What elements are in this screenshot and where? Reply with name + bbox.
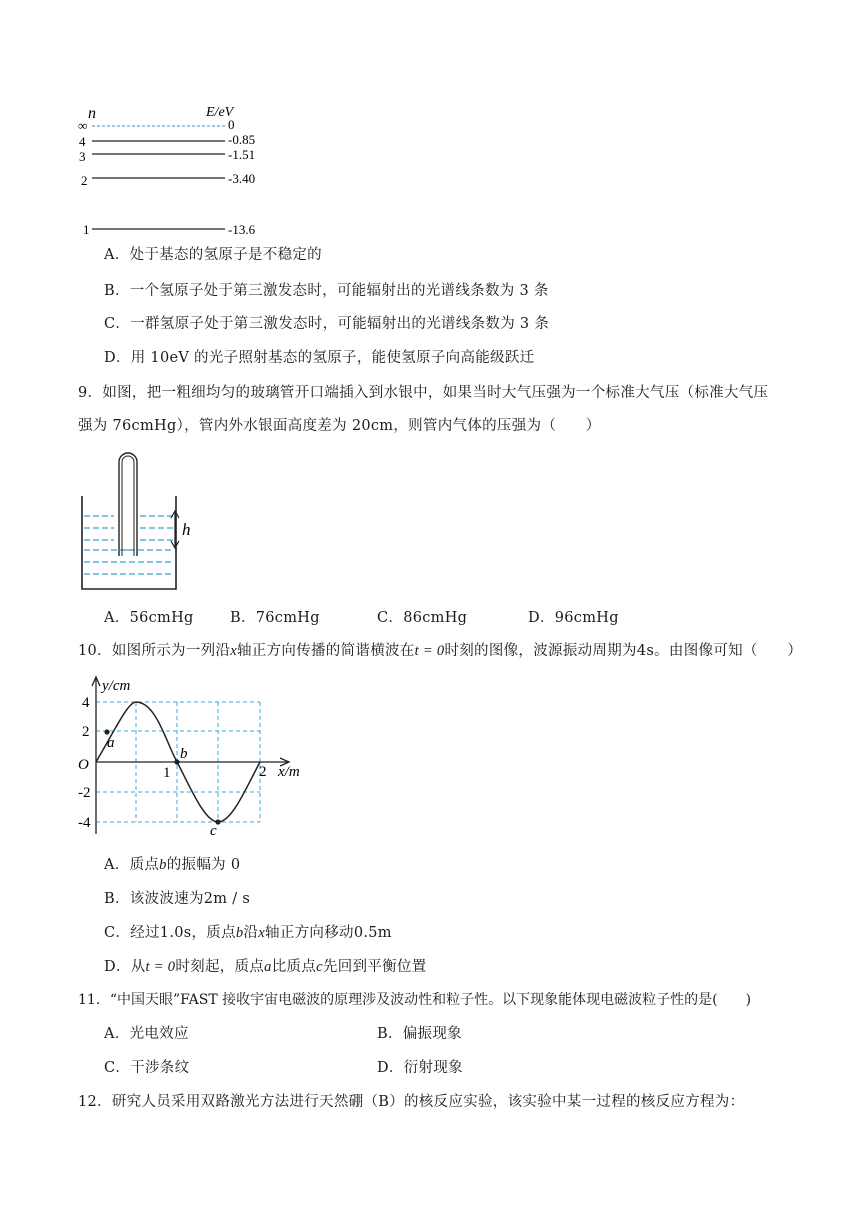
- q10-c-mid2: 沿: [243, 925, 259, 941]
- origin-label: O: [78, 757, 89, 773]
- point-c-label: c: [210, 823, 217, 838]
- q10-option-c: [104, 923, 392, 943]
- q10-c-mid: ，质点: [191, 925, 236, 941]
- q10-a-post: 的振幅为 0: [166, 857, 241, 873]
- y-tick-neg2: -2: [78, 785, 91, 801]
- q10-d-a: a: [264, 959, 272, 975]
- point-b: [174, 759, 179, 764]
- q10-b-val: 2m / s: [203, 891, 251, 907]
- mercury-fill: [84, 516, 174, 574]
- q11-option-c: C．干涉条纹: [104, 1060, 190, 1076]
- q10-d-mid: 时刻起，质点: [175, 959, 265, 975]
- q11-stem: 11．“中国天眼”FAST 接收宇宙电磁波的原理涉及波动性和粒子性。以下现象能体现电磁波粒子性的是( ): [78, 992, 752, 1008]
- q10-b-pre: B．该波波速为: [104, 891, 204, 907]
- container: [82, 496, 176, 589]
- wave-graph: [76, 672, 316, 838]
- x-tick-1: 1: [163, 765, 171, 781]
- q9-option-c: C．86cmHg: [377, 610, 468, 626]
- q11-option-a: A．光电效应: [104, 1026, 189, 1042]
- point-b-label: b: [180, 746, 188, 762]
- q10-c-post: 轴正方向移动: [265, 925, 354, 941]
- q10-a-pre: A．质点: [104, 857, 160, 873]
- q10-option-a: [104, 855, 240, 875]
- level-n-infinity: ∞: [78, 118, 88, 133]
- q10-d-t: t = 0: [145, 959, 176, 975]
- q10-c-dist: 0.5m: [353, 925, 392, 941]
- energy-axis-label: E/eV: [206, 105, 234, 120]
- level-n-1: 1: [83, 222, 90, 237]
- level-n-4: 4: [79, 134, 86, 149]
- axes: [92, 677, 289, 834]
- level-e-1: -13.6: [228, 222, 256, 237]
- y-tick-4: 4: [82, 695, 90, 711]
- q12-stem: 12．研究人员采用双路激光方法进行天然硼（B）的核反应实验，该实验中某一过程的核反应方程为：: [78, 1094, 745, 1110]
- q9-option-a: A．56cmHg: [104, 610, 194, 626]
- q10-d-mid2: 比质点: [271, 959, 317, 975]
- x-axis-label: x/m: [278, 764, 300, 780]
- level-e-3: -1.51: [228, 147, 256, 162]
- q10-mid2: 时刻的图像，波源振动周期为: [444, 643, 637, 659]
- level-n-2: 2: [81, 173, 88, 188]
- q8-option-a: A．处于基态的氢原子是不稳定的: [104, 247, 322, 263]
- level-e-4: -0.85: [228, 132, 256, 147]
- level-e-infinity: 0: [228, 117, 235, 132]
- q10-d-post: 先回到平衡位置: [322, 959, 427, 975]
- q10-option-b: [104, 889, 250, 909]
- q8-option-c: C．一群氢原子处于第三激发态时，可能辐射出的光谱线条数为 3 条: [104, 316, 550, 332]
- q9-stem-line2: 强为 76cmHg），管内外水银面高度差为 20cm，则管内气体的压强为（ ）: [78, 418, 601, 434]
- point-a-label: a: [107, 735, 115, 751]
- q10-stem: [78, 641, 802, 661]
- q11-option-d: D．衍射现象: [377, 1060, 463, 1076]
- q11-option-b: B．偏振现象: [377, 1026, 462, 1042]
- level-e-2: -3.40: [228, 171, 256, 186]
- q10-mid1: 轴正方向传播的简谐横波在: [237, 643, 415, 659]
- height-label: h: [182, 520, 191, 539]
- y-axis-label: y/cm: [102, 678, 131, 694]
- q10-c-pre: C．经过: [104, 925, 160, 941]
- q10-d-pre: D．从: [104, 959, 146, 975]
- energy-level-diagram: [70, 96, 280, 246]
- q10-suffix: 。由图像可知（ ）: [654, 643, 803, 659]
- q9-stem-line1: 9．如图，把一粗细均匀的玻璃管开口端插入到水银中，如果当时大气压强为一个标准大气压（标准大气压: [78, 385, 769, 401]
- q10-d-c: c: [316, 959, 323, 975]
- q10-x-var: x: [230, 643, 237, 659]
- x-tick-2: 2: [259, 764, 267, 780]
- y-tick-neg4: -4: [78, 815, 91, 831]
- glass-tube-inner: [122, 456, 134, 556]
- q10-prefix: 10．如图所示为一列沿: [78, 643, 231, 659]
- q10-option-d: [104, 957, 427, 977]
- height-arrow: [171, 511, 179, 548]
- q10-a-var: b: [159, 857, 167, 873]
- n-axis-label: n: [88, 105, 96, 122]
- q10-c-var: b: [235, 925, 244, 941]
- mercury-tube-figure: [78, 452, 208, 594]
- q10-c-t: 1.0s: [159, 925, 192, 941]
- point-a: [104, 729, 109, 734]
- y-tick-2: 2: [82, 724, 90, 740]
- q9-option-d: D．96cmHg: [528, 610, 619, 626]
- q10-period: 4s: [636, 643, 655, 659]
- q10-time: t = 0: [414, 643, 445, 659]
- q9-option-b: B．76cmHg: [230, 610, 320, 626]
- q8-option-d: D．用 10eV 的光子照射基态的氢原子，能使氢原子向高能级跃迁: [104, 350, 535, 366]
- q8-option-b: B．一个氢原子处于第三激发态时，可能辐射出的光谱线条数为 3 条: [104, 283, 549, 299]
- q10-c-x: x: [258, 925, 266, 941]
- level-n-3: 3: [79, 149, 86, 164]
